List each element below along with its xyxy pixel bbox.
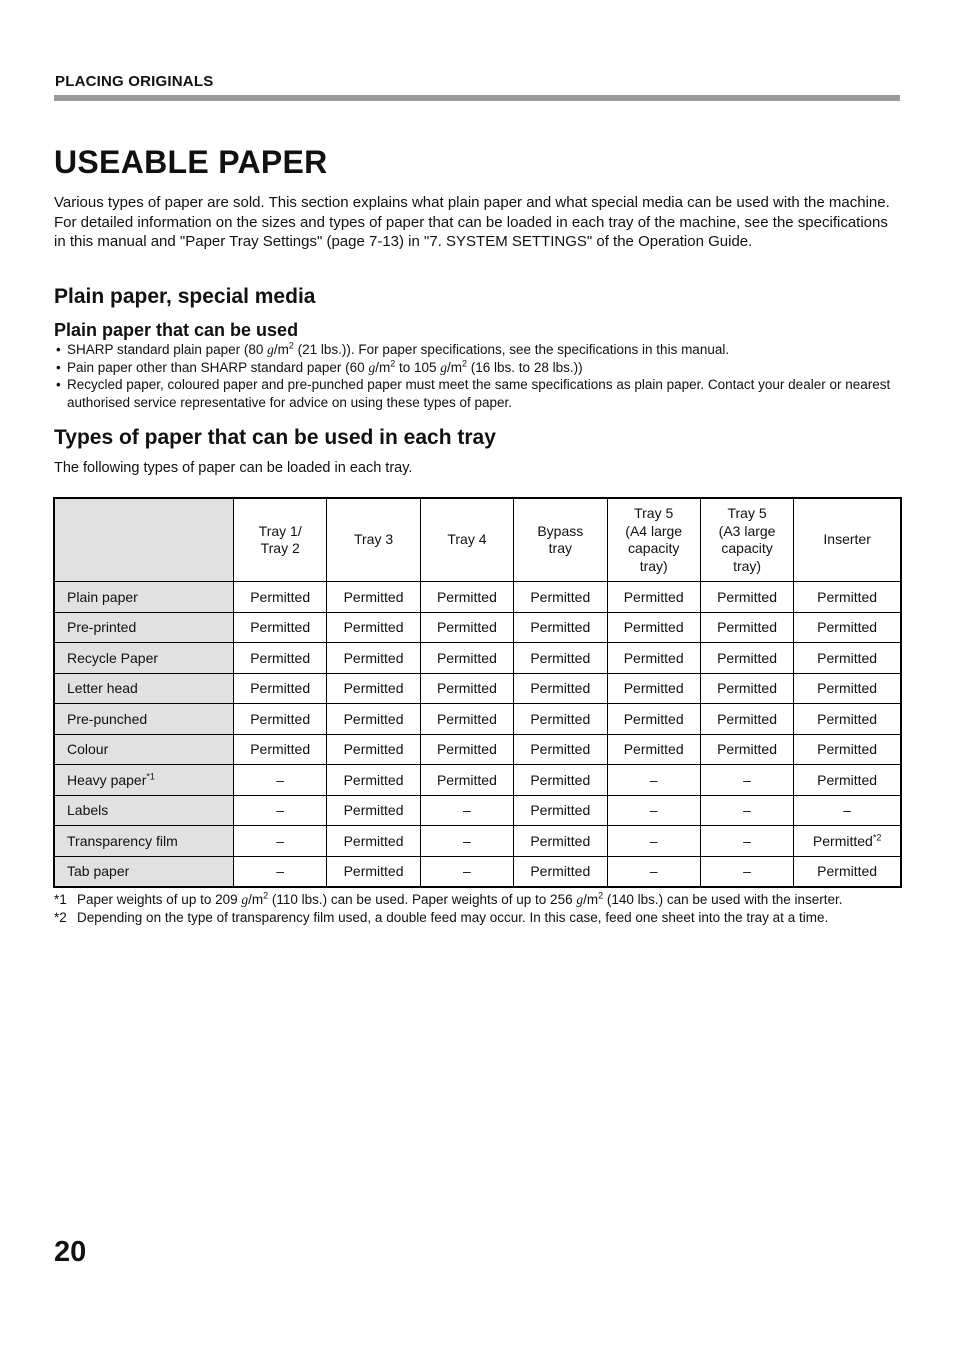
- table-cell: Permitted: [234, 612, 327, 643]
- table-row: [54, 795, 901, 826]
- table-cell: Permitted: [700, 582, 793, 613]
- table-corner-cell: [54, 498, 234, 582]
- plain-paper-subheading: Plain paper that can be used: [54, 320, 299, 340]
- table-cell: –: [234, 826, 327, 857]
- plain-paper-heading: Plain paper, special media: [54, 285, 316, 308]
- row-label: Recycle Paper: [54, 643, 234, 674]
- table-cell: Permitted: [327, 826, 420, 857]
- column-header-line: capacity: [721, 540, 773, 556]
- table-cell: –: [794, 795, 901, 826]
- table-cell: Permitted: [327, 795, 420, 826]
- column-header-line: capacity: [628, 540, 680, 556]
- table-row: [54, 612, 901, 643]
- table-cell: Permitted: [607, 734, 700, 765]
- table-row: [54, 765, 901, 796]
- table-row: [54, 582, 901, 613]
- table-cell: Permitted: [327, 612, 420, 643]
- table-cell: –: [234, 856, 327, 887]
- footnotes: [54, 891, 934, 926]
- row-label: Pre-punched: [54, 704, 234, 735]
- row-label: Pre-printed: [54, 612, 234, 643]
- table-cell: –: [607, 765, 700, 796]
- table-cell: Permitted: [234, 673, 327, 704]
- header-rule: [54, 95, 900, 101]
- column-header-line: Tray 5: [727, 505, 767, 521]
- page-title: USEABLE PAPER: [54, 144, 328, 180]
- table-cell: Permitted: [700, 643, 793, 674]
- column-header-line: Tray 4: [447, 531, 487, 548]
- table-cell: Permitted: [514, 734, 607, 765]
- paper-tray-table: [53, 497, 902, 888]
- table-cell: Permitted: [700, 704, 793, 735]
- table-cell: Permitted: [794, 612, 901, 643]
- table-cell: Permitted: [420, 704, 513, 735]
- table-cell: –: [700, 765, 793, 796]
- column-header: [700, 498, 793, 582]
- table-cell: Permitted: [327, 765, 420, 796]
- table-cell: Permitted: [327, 643, 420, 674]
- table-cell: Permitted: [327, 734, 420, 765]
- table-cell: –: [420, 856, 513, 887]
- table-cell: Permitted: [234, 582, 327, 613]
- table-cell: Permitted: [700, 612, 793, 643]
- row-label: Labels: [54, 795, 234, 826]
- column-header-line: Inserter: [823, 531, 871, 548]
- table-row: [54, 673, 901, 704]
- table-cell: Permitted: [514, 856, 607, 887]
- table-cell: –: [234, 765, 327, 796]
- table-cell: Permitted: [327, 582, 420, 613]
- table-cell: –: [234, 795, 327, 826]
- table-cell: Permitted: [514, 582, 607, 613]
- column-header-line: Tray 3: [353, 531, 394, 548]
- tray-types-heading: Types of paper that can be used in each tray: [54, 426, 496, 449]
- column-header-line: Tray 2: [260, 540, 300, 556]
- table-row: [54, 643, 901, 674]
- table-cell: Permitted: [607, 582, 700, 613]
- column-header: [234, 498, 327, 582]
- table-cell: Permitted: [234, 704, 327, 735]
- table-cell: Permitted: [514, 612, 607, 643]
- table-cell: Permitted: [607, 673, 700, 704]
- table-cell: Permitted: [794, 704, 901, 735]
- column-header-line: tray: [548, 540, 572, 556]
- row-label: Letter head: [54, 673, 234, 704]
- table-cell: Permitted: [794, 673, 901, 704]
- table-cell: –: [607, 826, 700, 857]
- table-cell: Permitted: [514, 704, 607, 735]
- column-header: [794, 498, 901, 582]
- list-item: • SHARP standard plain paper (80 $g/m^2$ (21 lbs.)). For paper specifications, see the specifications in this manual.: [56, 341, 901, 359]
- table-cell: Permitted: [794, 734, 901, 765]
- table-cell: Permitted: [327, 704, 420, 735]
- column-header-line: tray): [639, 557, 668, 574]
- table-cell: Permitted: [420, 643, 513, 674]
- column-header-line: Bypass: [537, 522, 584, 539]
- table-cell: Permitted: [607, 612, 700, 643]
- row-label: Colour: [54, 734, 234, 765]
- table-cell: Permitted: [794, 643, 901, 674]
- table-cell: Permitted$^{*2}$: [794, 826, 901, 857]
- column-header: [420, 498, 513, 582]
- table-cell: Permitted: [420, 612, 513, 643]
- table-cell: Permitted: [514, 643, 607, 674]
- table-cell: Permitted: [420, 673, 513, 704]
- column-header-line: (A4 large: [625, 522, 683, 539]
- page-number: 20: [54, 1236, 87, 1268]
- column-header-line: (A3 large: [718, 522, 776, 539]
- table-cell: Permitted: [794, 765, 901, 796]
- table-cell: –: [420, 795, 513, 826]
- table-cell: Permitted: [420, 582, 513, 613]
- column-header: [607, 498, 700, 582]
- footnote-1: *1 Paper weights of up to 209 $g/m^2$ (110 lbs.) can be used. Paper weights of up to 256 $g/m^2$ (140 lbs.) can be used with the inserter.: [54, 890, 843, 907]
- row-label: Plain paper: [54, 582, 234, 613]
- footnote-2: *2 Depending on the type of transparency film used, a double feed may occur. In this case, feed one sheet into the tray at a time.: [54, 909, 829, 925]
- table-cell: Permitted: [420, 765, 513, 796]
- table-cell: Permitted: [234, 643, 327, 674]
- table-cell: Permitted: [514, 765, 607, 796]
- table-cell: –: [700, 826, 793, 857]
- list-item: • Pain paper other than SHARP standard paper (60 $g/m^2$ to 105 $g/m^2$ (16 lbs. to 28 lbs.)): [56, 359, 901, 377]
- list-item: • Recycled paper, coloured paper and pre-punched paper must meet the same specifications as plain paper. Contact your dealer or nearest authorised service representative for advice on using these types of paper.: [56, 376, 901, 411]
- table-row: [54, 704, 901, 735]
- table-cell: –: [607, 856, 700, 887]
- table-cell: –: [700, 795, 793, 826]
- column-header: [514, 498, 607, 582]
- row-label: Transparency film: [54, 826, 234, 857]
- table-cell: Permitted: [794, 856, 901, 887]
- table-cell: Permitted: [514, 795, 607, 826]
- table-cell: Permitted: [700, 673, 793, 704]
- table-cell: Permitted: [327, 856, 420, 887]
- table-row: [54, 856, 901, 887]
- table-cell: Permitted: [794, 582, 901, 613]
- table-cell: Permitted: [234, 734, 327, 765]
- column-header-line: Tray 1/: [258, 522, 302, 539]
- table-cell: Permitted: [607, 704, 700, 735]
- table-cell: Permitted: [514, 673, 607, 704]
- table-cell: –: [420, 826, 513, 857]
- table-row: [54, 826, 901, 857]
- table-cell: –: [607, 795, 700, 826]
- table-cell: Permitted: [327, 673, 420, 704]
- row-label: Tab paper: [54, 856, 234, 887]
- column-header-line: tray): [733, 557, 762, 574]
- intro-paragraph: Various types of paper are sold. This section explains what plain paper and what special media can be used with the machine. For detailed information on the sizes and types of paper that can be loaded in each tray of the machine, see the specifications in this manual and "Paper Tray Settings" (page 7-13) in "7. SYSTEM SETTINGS" of the Operation Guide.: [54, 194, 890, 250]
- table-cell: Permitted: [420, 734, 513, 765]
- tray-types-lead: The following types of paper can be loaded in each tray.: [54, 460, 413, 476]
- table-cell: –: [700, 856, 793, 887]
- column-header-line: Tray 5: [634, 505, 674, 521]
- table-row: [54, 734, 901, 765]
- section-header: PLACING ORIGINALS: [55, 73, 214, 90]
- table-cell: Permitted: [514, 826, 607, 857]
- plain-paper-list: [56, 341, 901, 411]
- column-header: [327, 498, 420, 582]
- row-label: Heavy paper$^{*1}$: [54, 765, 234, 796]
- table-cell: Permitted: [700, 734, 793, 765]
- table-cell: Permitted: [607, 643, 700, 674]
